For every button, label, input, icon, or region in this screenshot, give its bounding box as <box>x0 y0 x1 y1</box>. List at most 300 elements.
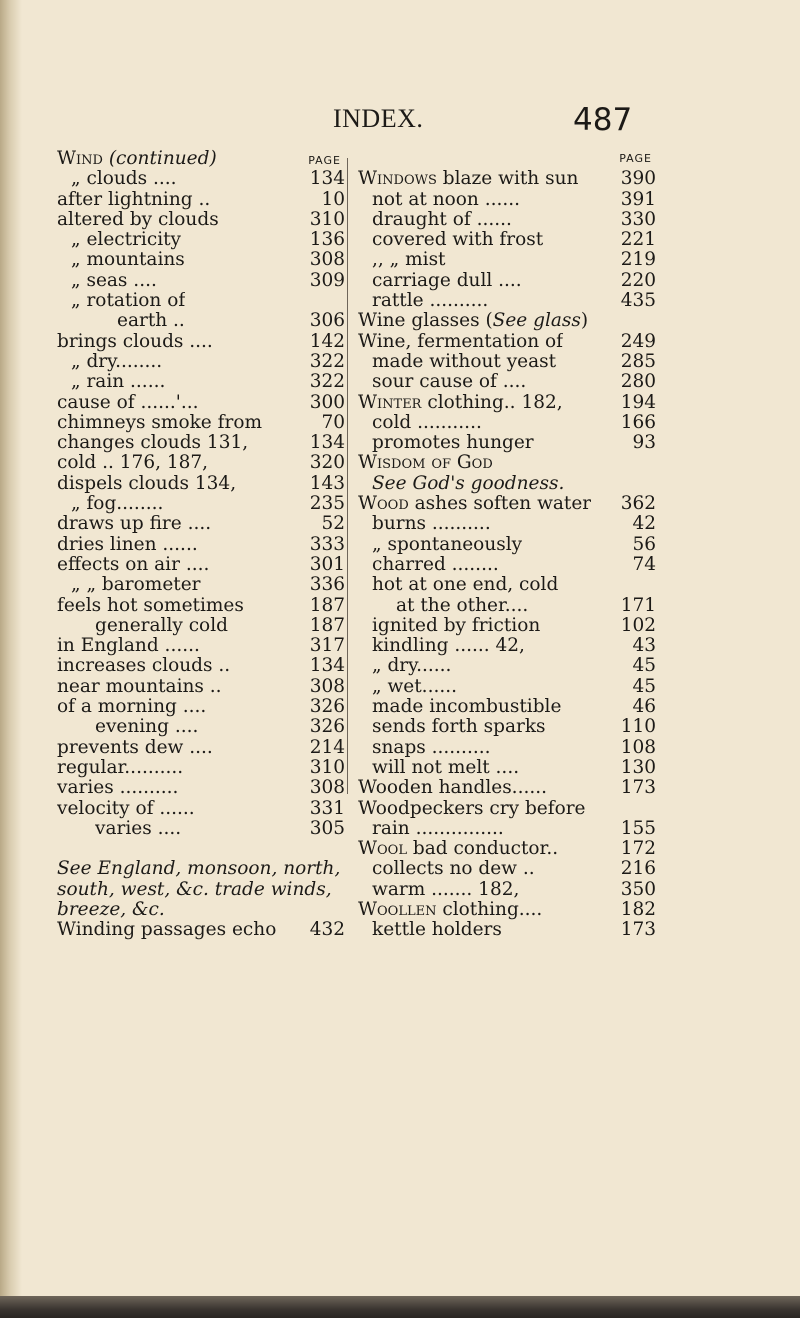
index-entry <box>358 514 656 534</box>
entry-page: 306 <box>309 311 345 332</box>
index-entry <box>57 535 345 555</box>
index-entry <box>358 799 656 819</box>
entry-body: covered with frost <box>372 230 544 251</box>
entry-page: 142 <box>309 331 345 352</box>
entry-text <box>57 332 213 352</box>
entry-page: 331 <box>309 798 345 819</box>
entry-page: 172 <box>620 839 656 860</box>
entry-page: 10 <box>321 189 345 210</box>
entry-page: 326 <box>309 717 345 738</box>
entry-page: 362 <box>620 494 656 515</box>
entry-body: cause of ......'... <box>57 392 199 413</box>
see-also-note <box>57 859 345 920</box>
index-entry <box>358 332 656 352</box>
entry-text <box>372 230 543 250</box>
entry-page: 56 <box>632 534 656 555</box>
entry-body: rattle .......... <box>372 291 489 312</box>
entry-text <box>372 758 519 778</box>
entry-body: „ spontaneously <box>372 534 523 555</box>
entry-text <box>57 474 236 494</box>
entry-page: 220 <box>620 270 656 291</box>
entry-text <box>372 575 558 595</box>
entry-body: brings clouds .... <box>57 331 213 352</box>
entry-body: bad conductor.. <box>406 839 559 860</box>
entry-page <box>652 575 656 595</box>
entry-text <box>95 616 228 636</box>
index-entry <box>57 413 345 433</box>
entry-body: near mountains .. <box>57 676 222 697</box>
entry-body: carriage dull .... <box>372 270 522 291</box>
index-entry <box>57 636 345 656</box>
index-entry <box>358 474 656 494</box>
index-entry <box>358 859 656 879</box>
spacer <box>57 839 345 859</box>
entry-page: 320 <box>309 453 345 474</box>
entry-page: 110 <box>620 717 656 738</box>
entry-text <box>71 271 157 291</box>
column-divider <box>347 158 348 794</box>
index-title: INDEX. <box>333 104 424 133</box>
entry-text <box>372 636 525 656</box>
index-entry <box>57 250 345 270</box>
entry-page: 155 <box>620 818 656 839</box>
index-entry <box>358 839 656 859</box>
entry-page: 309 <box>309 270 345 291</box>
index-entry <box>358 535 656 555</box>
entry-page: 333 <box>309 534 345 555</box>
entry-body: „ „ barometer <box>71 575 201 596</box>
entry-body: draught of ...... <box>372 209 512 230</box>
entry-page: 182 <box>620 899 656 920</box>
index-entry <box>358 311 656 331</box>
index-entry <box>57 311 345 331</box>
entry-text <box>71 352 162 372</box>
entry-page: 305 <box>309 818 345 839</box>
entry-text <box>57 758 183 778</box>
entry-text <box>358 393 563 413</box>
entry-body: charred ........ <box>372 554 499 575</box>
entry-page <box>652 799 656 819</box>
entry-text <box>372 433 534 453</box>
entry-text <box>57 656 230 676</box>
entry-body: of a morning .... <box>57 697 207 718</box>
entry-text <box>57 514 211 534</box>
entry-text <box>117 311 185 331</box>
entry-page: 249 <box>620 331 656 352</box>
entry-page: 308 <box>309 778 345 799</box>
entry-page: 52 <box>321 514 345 535</box>
entry-text <box>57 453 208 473</box>
entry-page: 134 <box>309 169 345 190</box>
entry-body: made without yeast <box>372 351 557 372</box>
index-entry <box>57 332 345 352</box>
index-entry <box>358 677 656 697</box>
index-entry <box>57 778 345 798</box>
entry-text <box>57 555 209 575</box>
entry-text <box>358 332 563 352</box>
entry-body: rain ............... <box>372 818 504 839</box>
left-entries <box>57 169 345 839</box>
index-entry <box>57 717 345 737</box>
entry-body: sends forth sparks <box>372 717 546 738</box>
index-entry <box>358 190 656 210</box>
entry-text <box>372 880 519 900</box>
entry-text <box>358 311 588 331</box>
entry-text <box>95 819 181 839</box>
entry-text <box>372 413 482 433</box>
entry-body: sour cause of .... <box>372 372 527 393</box>
index-entry <box>358 575 656 595</box>
entry-text <box>71 575 201 595</box>
index-entry <box>57 514 345 534</box>
entry-text <box>57 778 178 798</box>
entry-text <box>372 291 488 311</box>
index-entry <box>57 738 345 758</box>
left-index-column <box>57 149 345 941</box>
entry-page: 301 <box>309 554 345 575</box>
entry-page: 350 <box>620 879 656 900</box>
entry-body: dries linen ...... <box>57 534 198 555</box>
entry-headword: Winter <box>358 392 422 413</box>
entry-page: 108 <box>620 737 656 758</box>
entry-page: 390 <box>620 169 656 190</box>
entry-page: 322 <box>309 372 345 393</box>
index-entry <box>57 271 345 291</box>
entry-body: regular.......... <box>57 757 184 778</box>
entry-text <box>57 738 213 758</box>
entry-text <box>358 900 542 920</box>
entry-body: ashes soften water <box>408 494 592 515</box>
entry-text <box>372 352 556 372</box>
entry-page: 130 <box>620 757 656 778</box>
entry-page <box>652 453 656 473</box>
index-entry <box>57 677 345 697</box>
entry-body: warm ....... 182, <box>372 879 520 900</box>
entry-body: „ seas .... <box>71 270 157 291</box>
entry-body: dispels clouds 134, <box>57 473 237 494</box>
entry-body: earth .. <box>117 311 185 332</box>
index-entry <box>358 616 656 636</box>
entry-page: 42 <box>632 514 656 535</box>
entry-page: 308 <box>309 250 345 271</box>
index-entry <box>358 393 656 413</box>
index-entry <box>358 596 656 616</box>
running-head <box>0 102 800 138</box>
entry-body: altered by clouds <box>57 209 219 230</box>
index-entry <box>57 656 345 676</box>
page-number: 487 <box>573 102 633 138</box>
entry-page: 43 <box>632 636 656 657</box>
index-entry <box>358 210 656 230</box>
entry-page: 322 <box>309 351 345 372</box>
entry-tail: ) <box>580 311 589 332</box>
entry-text <box>95 717 198 737</box>
entry-page: 219 <box>620 250 656 271</box>
entry-body: feels hot sometimes <box>57 595 244 616</box>
entry-body: not at noon ...... <box>372 189 520 210</box>
entry-page: 46 <box>632 697 656 718</box>
entry-body: ,, „ mist <box>372 250 446 271</box>
index-entry <box>57 190 345 210</box>
entry-body: hot at one end, cold <box>372 575 559 596</box>
index-entry <box>358 636 656 656</box>
entry-text <box>372 514 491 534</box>
entry-page: 310 <box>309 209 345 230</box>
index-entry <box>358 494 656 514</box>
entry-text <box>372 819 504 839</box>
entry-body: made incombustible <box>372 697 562 718</box>
index-entry <box>358 656 656 676</box>
entry-text <box>358 453 493 473</box>
head-word: Wind <box>57 148 103 169</box>
entry-body: cold ........... <box>372 412 482 433</box>
entry-page: 70 <box>321 412 345 433</box>
entry-text <box>71 169 177 189</box>
entry-text <box>71 230 181 250</box>
entry-page: 93 <box>632 433 656 454</box>
entry-text <box>358 169 578 189</box>
entry-page: 171 <box>620 595 656 616</box>
right-index-column <box>358 149 656 941</box>
index-entry <box>358 169 656 189</box>
entry-page: 194 <box>620 392 656 413</box>
entry-page: 300 <box>309 392 345 413</box>
entry-page: 173 <box>620 778 656 799</box>
page-column-label-left: PAGE <box>308 154 341 167</box>
page-bottom-edge <box>0 1296 800 1318</box>
entry-body: „ dry........ <box>71 351 163 372</box>
page-edge-shadow <box>0 0 22 1318</box>
index-entry <box>358 880 656 900</box>
entry-body: changes clouds 131, <box>57 433 249 454</box>
entry-body: ignited by friction <box>372 615 541 636</box>
entry-body: „ electricity <box>71 230 181 251</box>
index-entry <box>358 271 656 291</box>
entry-headword: Wood <box>358 494 409 515</box>
entry-body: draws up fire .... <box>57 514 212 535</box>
entry-body: kindling ...... 42, <box>372 636 525 657</box>
index-entry <box>57 230 345 250</box>
entry-page: 102 <box>620 615 656 636</box>
index-entry <box>57 616 345 636</box>
entry-text <box>57 697 206 717</box>
entry-page: 432 <box>309 920 345 941</box>
entry-text <box>71 250 185 270</box>
entry-body: Woodpeckers cry before <box>358 798 586 819</box>
entry-text <box>372 555 499 575</box>
entry-page: 280 <box>620 372 656 393</box>
index-entry <box>358 900 656 920</box>
page-column-label-right: PAGE <box>619 152 652 165</box>
index-entry <box>57 596 345 616</box>
entry-text <box>57 433 248 453</box>
entry-text <box>372 616 540 636</box>
index-entry <box>57 494 345 514</box>
entry-body: at the other.... <box>396 595 529 616</box>
entry-text <box>372 677 457 697</box>
entry-page: 45 <box>632 656 656 677</box>
entry-body: chimneys smoke from <box>57 412 263 433</box>
entry-body: „ fog........ <box>71 494 164 515</box>
index-entry <box>57 697 345 717</box>
entry-text <box>372 474 564 494</box>
entry-page: 326 <box>309 697 345 718</box>
entry-body: promotes hunger <box>372 433 534 454</box>
see-also-line: breeze, &c. <box>57 899 165 920</box>
entry-text <box>372 920 502 940</box>
entry-page <box>652 311 656 331</box>
entry-text <box>372 656 451 676</box>
index-entry <box>358 413 656 433</box>
entry-page: 336 <box>309 575 345 596</box>
entry-page: 216 <box>620 859 656 880</box>
entry-body: „ dry...... <box>372 656 452 677</box>
entry-page: 134 <box>309 656 345 677</box>
index-entry <box>358 372 656 392</box>
entry-body: kettle holders <box>372 920 502 941</box>
index-entry <box>57 758 345 778</box>
entry-page: 173 <box>620 920 656 941</box>
entry-headword: Woollen <box>358 899 437 920</box>
see-also-line: See England, monsoon, north, <box>57 859 341 880</box>
entry-body: evening .... <box>95 717 199 738</box>
right-entries <box>358 169 656 940</box>
index-entry <box>57 372 345 392</box>
entry-body: after lightning .. <box>57 189 211 210</box>
entry-text <box>372 190 520 210</box>
entry-body: varies .... <box>95 818 182 839</box>
entry-text <box>358 839 558 859</box>
entry-body: will not melt .... <box>372 757 520 778</box>
index-entry <box>57 393 345 413</box>
entry-body: burns .......... <box>372 514 491 535</box>
index-entry <box>358 453 656 473</box>
entry-text <box>372 859 535 879</box>
entry-page: 136 <box>309 230 345 251</box>
entry-page <box>652 474 656 494</box>
entry-body: prevents dew .... <box>57 737 213 758</box>
entry-page: 166 <box>620 412 656 433</box>
entry-page: 74 <box>632 554 656 575</box>
entry-text <box>372 250 446 270</box>
index-entry <box>358 758 656 778</box>
entry-text <box>71 494 163 514</box>
entry-page: 214 <box>309 737 345 758</box>
entry-page: 330 <box>620 209 656 230</box>
entry-text <box>372 697 561 717</box>
index-entry <box>57 555 345 575</box>
see-also-line: south, west, &c. trade winds, <box>57 879 332 900</box>
entry-page: 310 <box>309 757 345 778</box>
entry-page: 187 <box>309 595 345 616</box>
index-entry <box>358 920 656 940</box>
entry-text <box>57 799 195 819</box>
entry-body: „ rotation of <box>71 291 186 312</box>
entry-page: 317 <box>309 636 345 657</box>
entry-body: Wine glasses ( <box>358 311 493 332</box>
entry-page: 134 <box>309 433 345 454</box>
index-entry <box>358 291 656 311</box>
index-entry <box>57 920 345 940</box>
index-entry <box>57 291 345 311</box>
entry-body: collects no dew .. <box>372 859 535 880</box>
entry-text <box>57 596 244 616</box>
entry-text <box>358 778 547 798</box>
entry-body: clothing.. 182, <box>421 392 563 413</box>
left-column-heading <box>57 149 345 169</box>
entry-text <box>372 372 526 392</box>
entry-text <box>372 210 512 230</box>
entry-body: varies .......... <box>57 778 179 799</box>
right-column-heading <box>358 149 656 169</box>
entry-text <box>372 717 546 737</box>
index-entry <box>57 433 345 453</box>
entry-page: 187 <box>309 615 345 636</box>
entry-body: „ mountains <box>71 250 185 271</box>
entry-text <box>372 271 522 291</box>
entry-body: Wine, fermentation of <box>358 331 564 352</box>
entry-body: in England ...... <box>57 636 200 657</box>
entry-page: 435 <box>620 291 656 312</box>
entry-body: „ clouds .... <box>71 169 177 190</box>
entry-page <box>341 291 345 311</box>
entry-page: 45 <box>632 676 656 697</box>
entry-headword: Wool <box>358 839 407 860</box>
entry-body: increases clouds .. <box>57 656 231 677</box>
entry-headword: Windows <box>358 169 437 190</box>
index-entry <box>358 555 656 575</box>
entry-body: clothing.... <box>436 899 543 920</box>
index-entry <box>358 352 656 372</box>
entry-text <box>57 535 198 555</box>
entry-text <box>396 596 528 616</box>
entry-page: 235 <box>309 494 345 515</box>
entry-body: cold .. 176, 187, <box>57 453 209 474</box>
index-entry <box>57 352 345 372</box>
index-entry <box>358 738 656 758</box>
index-entry <box>57 453 345 473</box>
entry-text <box>358 494 591 514</box>
entry-text <box>372 738 490 758</box>
index-entry <box>358 697 656 717</box>
entry-text <box>57 413 262 433</box>
index-entry <box>358 250 656 270</box>
entry-headword: Wisdom of God <box>358 453 493 474</box>
entry-body: Wooden handles...... <box>358 778 547 799</box>
entry-text: Winding passages echo <box>57 920 277 941</box>
index-entry <box>358 717 656 737</box>
entry-text <box>57 393 199 413</box>
index-entry <box>358 778 656 798</box>
entry-cross-reference: See God's goodness. <box>372 473 565 494</box>
index-entry <box>57 799 345 819</box>
index-entry <box>358 819 656 839</box>
index-entry <box>57 575 345 595</box>
entry-text <box>358 799 586 819</box>
entry-text <box>372 535 522 555</box>
entry-body: blaze with sun <box>436 169 579 190</box>
index-entry <box>57 210 345 230</box>
entry-cross-reference: See glass <box>492 311 581 332</box>
entry-body: velocity of ...... <box>57 798 195 819</box>
entry-body: „ wet...... <box>372 676 457 697</box>
entry-page: 391 <box>620 189 656 210</box>
entry-body: effects on air .... <box>57 554 210 575</box>
index-entry <box>57 474 345 494</box>
entry-body: snaps .......... <box>372 737 491 758</box>
entry-page: 221 <box>620 230 656 251</box>
entry-text <box>57 190 210 210</box>
